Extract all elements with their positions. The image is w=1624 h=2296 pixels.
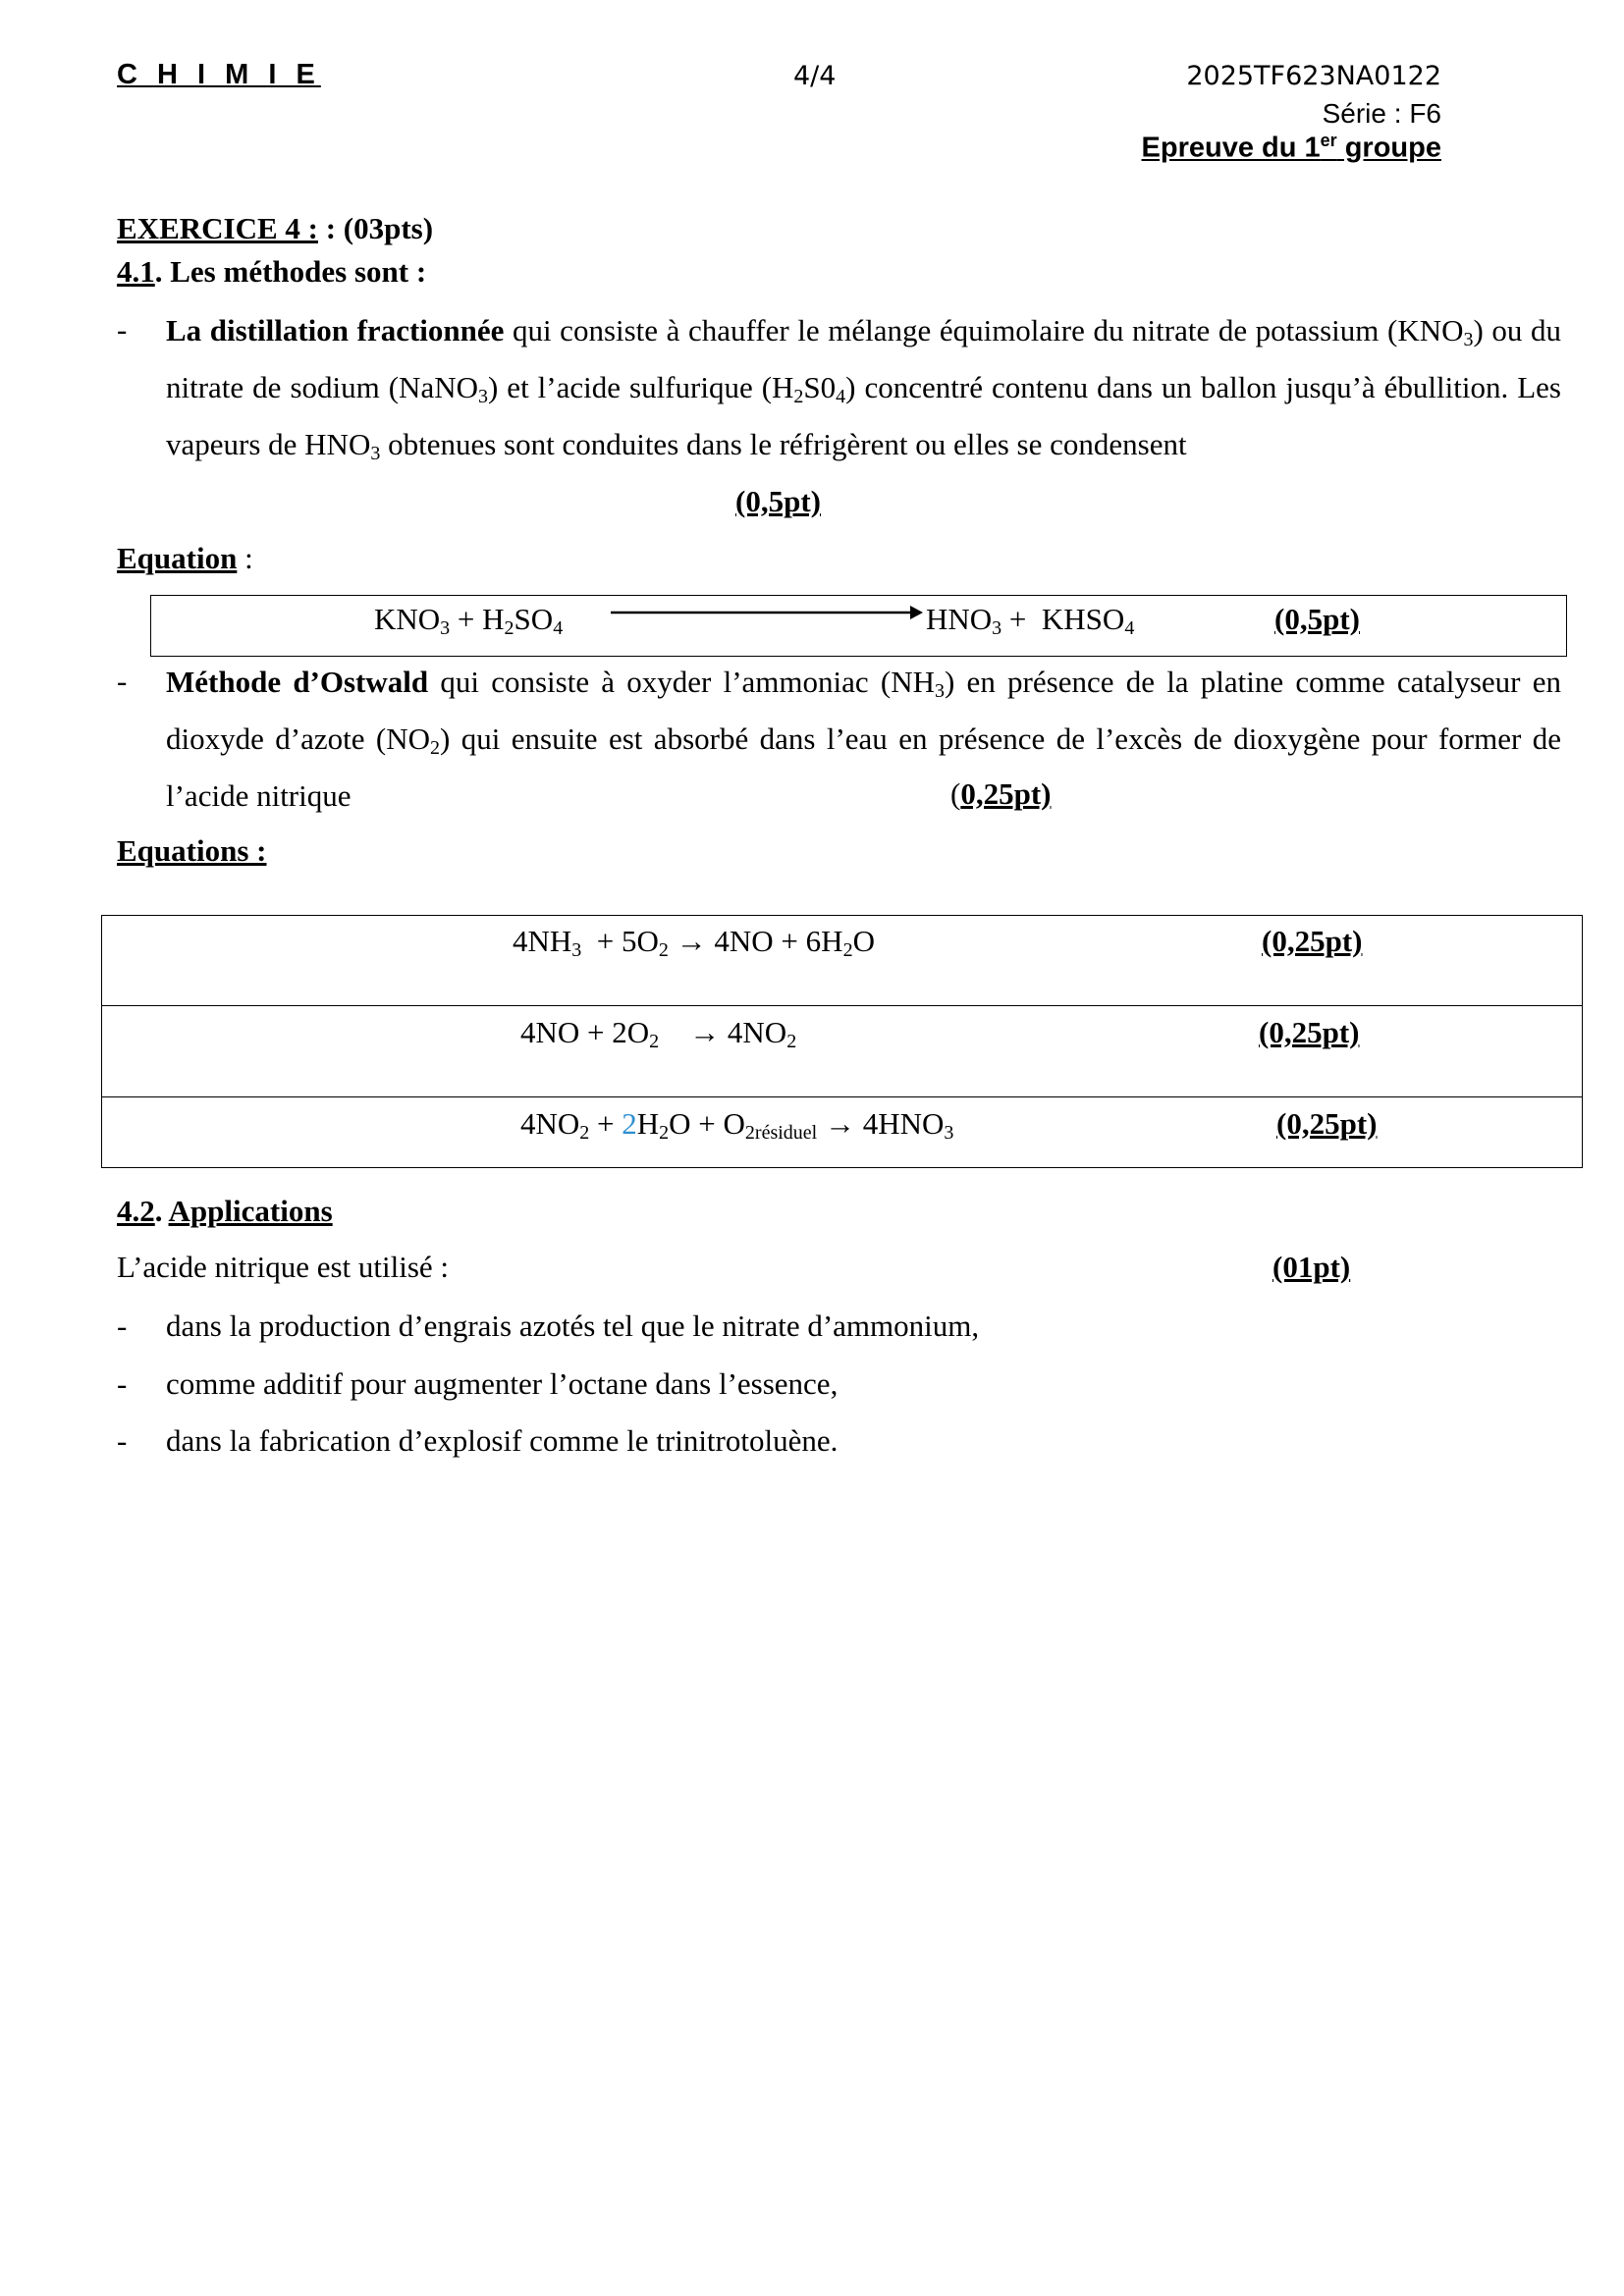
applications-points: (01pt) bbox=[1272, 1250, 1351, 1284]
equation-2c: $4NO_2 + 2H_2O + O_{2résiduel} \to 4HNO_3$ bbox=[520, 1106, 954, 1144]
epreuve-label: Epreuve du 1er groupe bbox=[1141, 131, 1441, 164]
method-2-points: (0,25pt) bbox=[950, 776, 1052, 811]
application-item: dans la production d’engrais azotés tel que le nitrate d’ammonium, bbox=[166, 1308, 980, 1343]
bullet-dash: - bbox=[117, 1366, 128, 1401]
page-number: 4/4 bbox=[793, 61, 837, 91]
equation-1-products: $HNO_3$ + $KHSO_4$ bbox=[926, 602, 1135, 639]
equations-label: Equations : bbox=[117, 833, 267, 868]
equation-2c-points: (0,25pt) bbox=[1276, 1106, 1378, 1141]
equation-2a: $4NH_3 + 5O_2 \to 4NO + 6H_2O$ bbox=[513, 924, 875, 961]
bullet-dash: - bbox=[117, 664, 128, 698]
equation-2b-points: (0,25pt) bbox=[1259, 1015, 1360, 1049]
exam-code: 2025TF623NA0122 bbox=[1186, 61, 1441, 91]
table-divider bbox=[101, 1096, 1583, 1097]
section-4-1-title: 4.1. Les méthodes sont : bbox=[117, 254, 427, 289]
application-item: dans la fabrication d’explosif comme le trinitrotoluène. bbox=[166, 1423, 839, 1458]
equation-2b: $4NO + 2O_2$ → $4NO_2$ bbox=[520, 1015, 797, 1052]
section-4-2-title: 4.2. Applications bbox=[117, 1194, 333, 1228]
equation-1-points: (0,5pt) bbox=[1274, 602, 1360, 636]
applications-intro: L’acide nitrique est utilisé : bbox=[117, 1250, 450, 1284]
method-2-paragraph: Méthode d’Ostwald qui consiste à oxyder l’ammoniac $(NH_3)$ en présence de la platine comme catalyseur en dioxyde d’azote $(NO_2)$ qui ensuite est absorbé dans l’eau en présence de l’excès de dioxygène pour former de l’acide nitrique bbox=[166, 665, 1561, 813]
method-1-points: (0,5pt) bbox=[735, 484, 821, 518]
equation-1-reactants: $KNO_3 + H_2SO_4$ bbox=[374, 602, 564, 639]
subject-header: C H I M I E bbox=[117, 59, 321, 90]
reaction-arrow-icon bbox=[611, 603, 925, 622]
equation-2a-points: (0,25pt) bbox=[1262, 924, 1363, 958]
method-1-paragraph: La distillation fractionnée qui consiste à chauffer le mélange équimolaire du nitrate de potassium $(KNO_3)$ ou du nitrate de sodium (NaNO$_3$) et l’acide sulfurique $(H_2S0_4)$ concentré contenu dans un ballon jusqu’à ébullition. Les vapeurs de $HNO_3$ obtenues sont conduites dans le réfrigèrent ou elles se condensent bbox=[166, 313, 1561, 464]
bullet-dash: - bbox=[117, 1423, 128, 1458]
bullet-dash: - bbox=[117, 1308, 128, 1343]
table-divider bbox=[101, 1005, 1583, 1006]
application-item: comme additif pour augmenter l’octane dans l’essence, bbox=[166, 1366, 839, 1401]
equation-label: Equation : bbox=[117, 541, 253, 575]
serie-label: Série : F6 bbox=[1322, 98, 1441, 129]
exercise-title: EXERCICE 4 : : (03pts) bbox=[117, 211, 434, 245]
bullet-dash: - bbox=[117, 312, 128, 347]
